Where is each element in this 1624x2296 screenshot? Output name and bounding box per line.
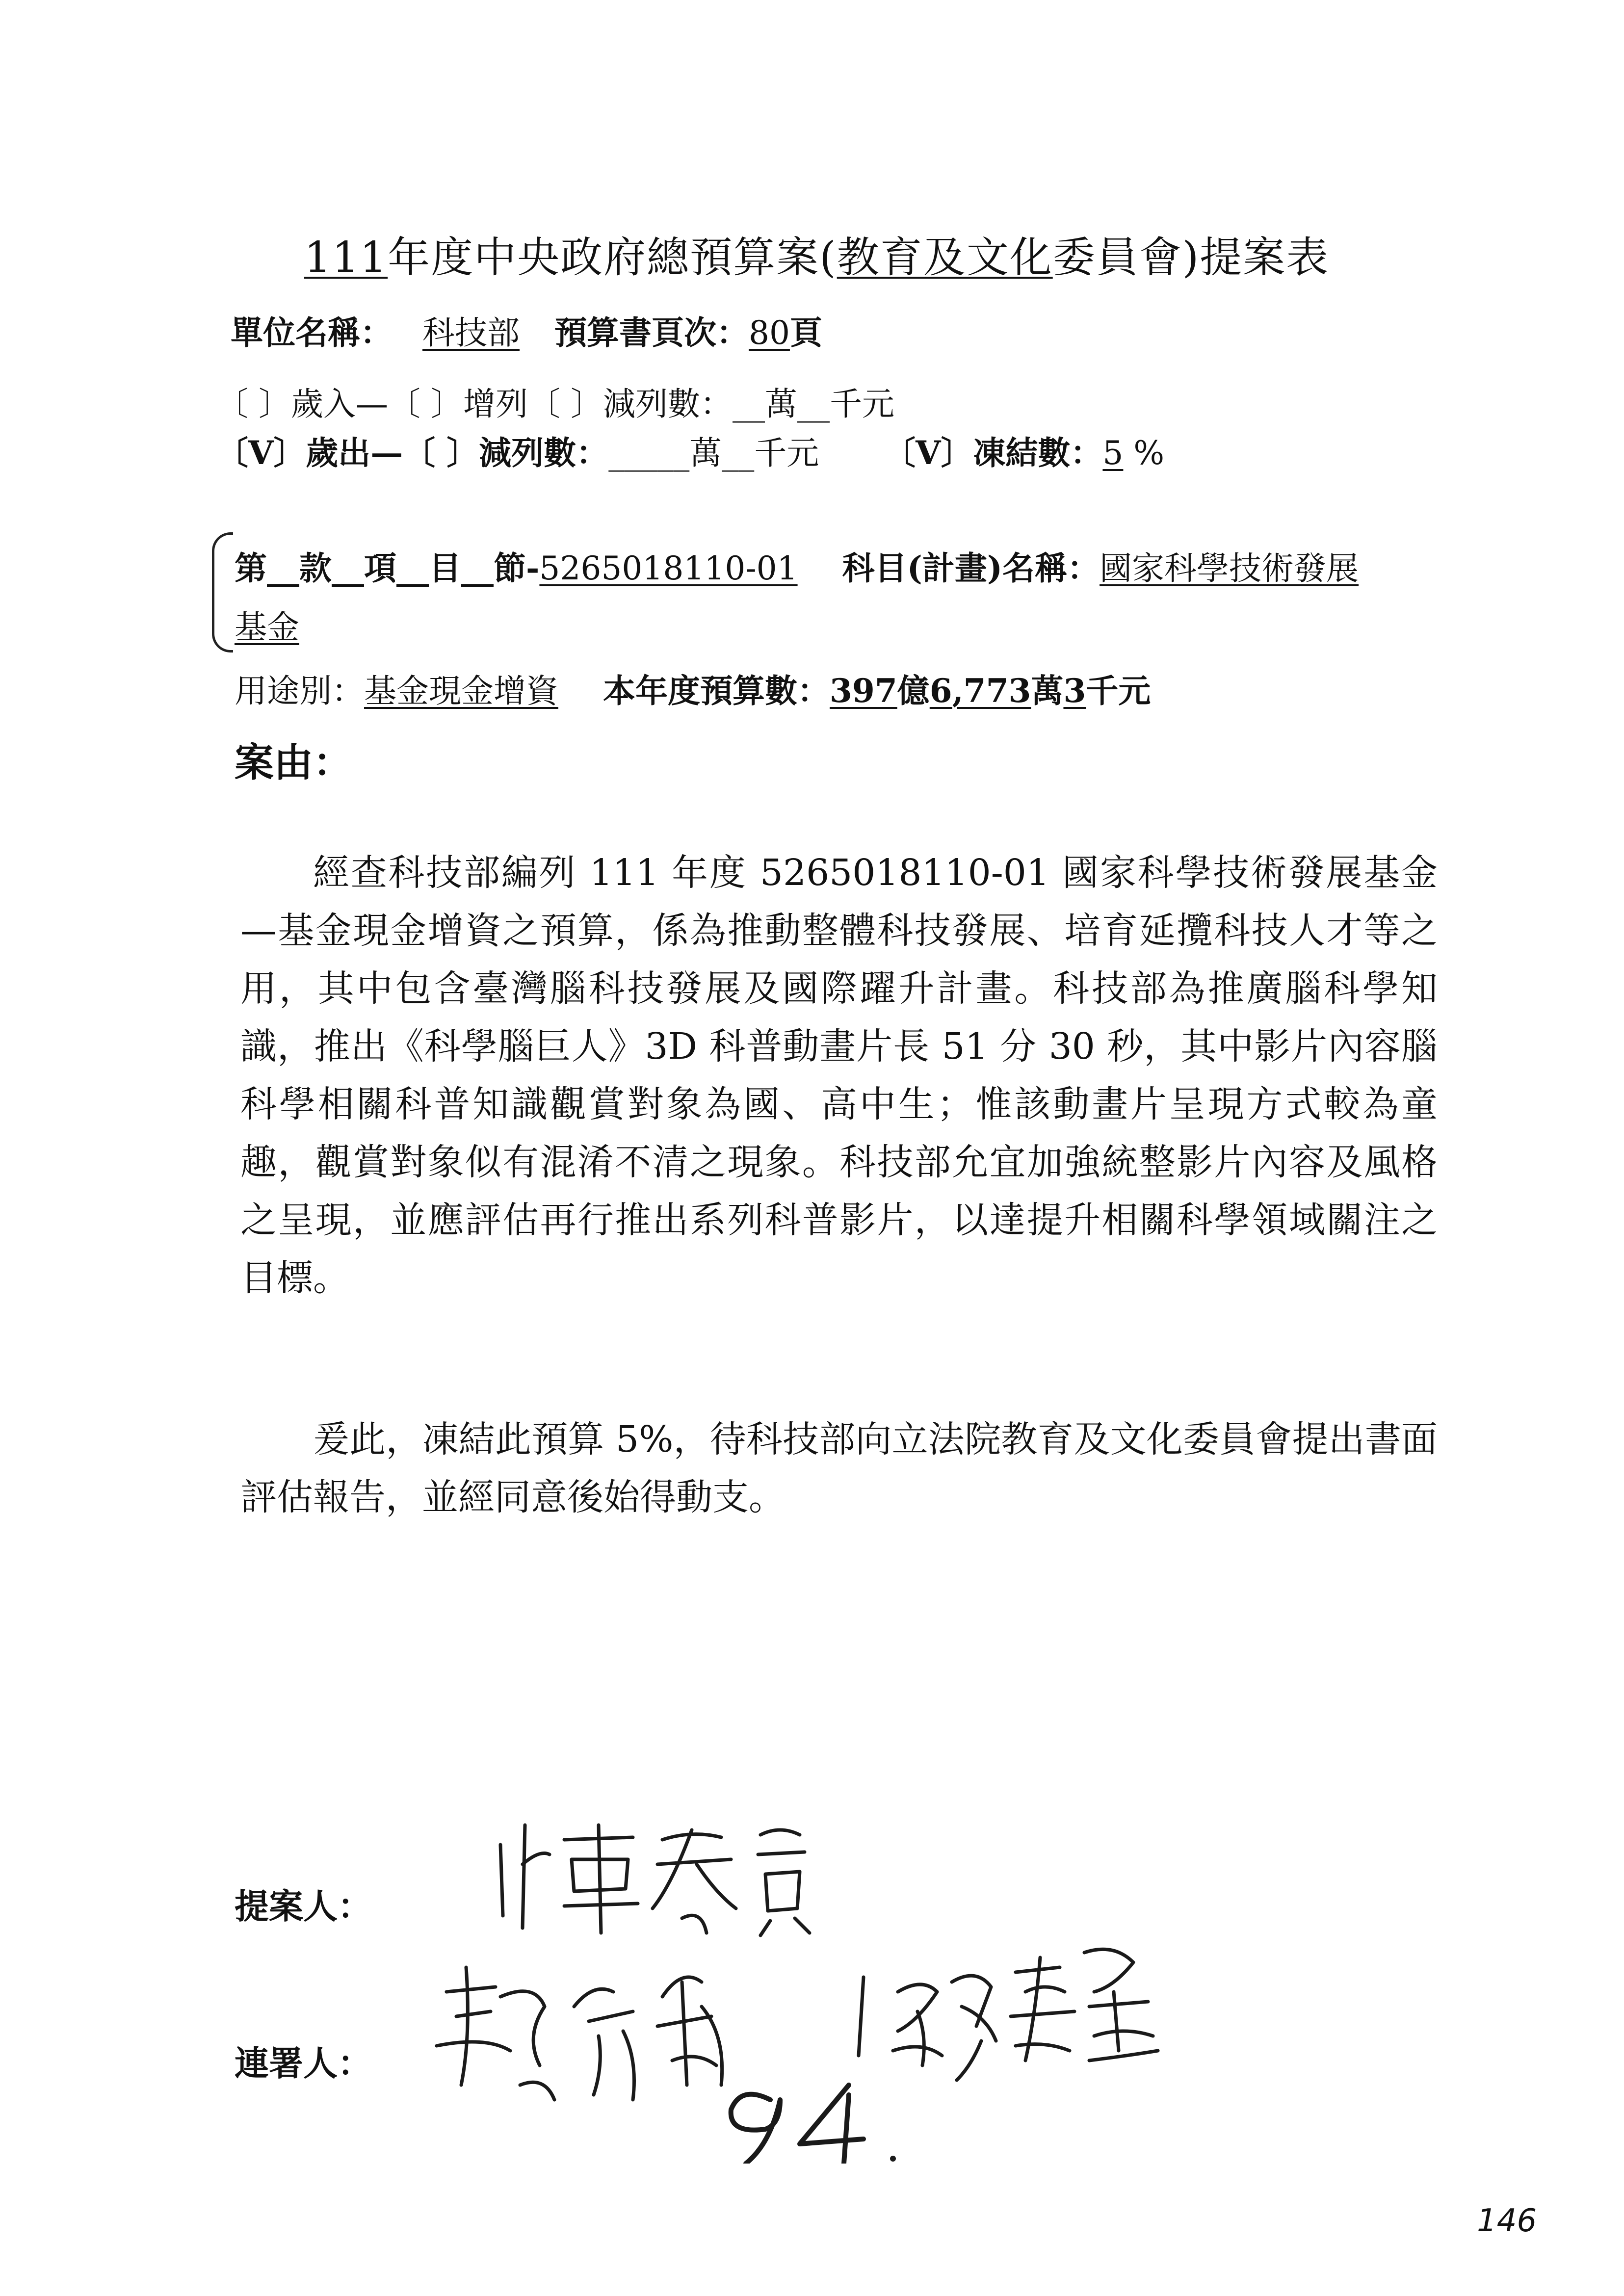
page-number: 146 — [1477, 2203, 1537, 2239]
subject-code: 5265018110-01 — [539, 549, 798, 587]
subject-line-1 — [235, 542, 1359, 589]
freeze-value: 5 — [1102, 434, 1124, 472]
cosigner-label: 連署人： — [235, 2043, 372, 2084]
page-ref-unit: 頁 — [789, 313, 822, 352]
expense-line — [216, 427, 1164, 473]
revenue-line: 〔 〕歲入—〔 〕增列〔 〕減列數：__萬__千元 — [216, 385, 894, 423]
page-title — [304, 223, 1329, 284]
usage-label: 用途別： — [235, 672, 364, 710]
title-part2: 委員會)提案表 — [1052, 233, 1330, 282]
subject-line-2 — [235, 601, 299, 648]
usage-value: 基金現金增資 — [364, 672, 558, 710]
freeze-check: 〔V〕凍結數： — [883, 434, 1103, 472]
title-committee: 教育及文化 — [837, 233, 1053, 282]
proposer-signature — [486, 1810, 839, 1938]
expense-prefix: 〔V〕歲出—〔 〕減列數： — [216, 434, 609, 472]
title-part1: 年度中央政府總預算案( — [388, 233, 837, 282]
subject-brace — [212, 532, 233, 652]
unit-line — [231, 307, 822, 353]
budget-yi-value: 397 — [829, 672, 897, 710]
reason-paragraph-2 — [240, 1410, 1438, 1526]
subject-name-line1: 國家科學技術發展 — [1100, 549, 1359, 587]
unit-label: 單位名稱： — [231, 313, 393, 352]
proposer-label: 提案人： — [235, 1886, 372, 1927]
reason-heading: 案由： — [235, 739, 352, 785]
unit-name: 科技部 — [422, 314, 520, 352]
budget-qian-value: 3 — [1063, 672, 1086, 710]
expense-amount-blank: _____萬__千元 — [608, 434, 819, 472]
page-ref-value: 80 — [748, 314, 790, 352]
title-year: 111 — [304, 233, 388, 282]
budget-qian-unit: 千元 — [1086, 672, 1151, 710]
paragraph-2-text: 爰此，凍結此預算 5%，待科技部向立法院教育及文化委員會提出書面評估報告，並經同意後始得動支。 — [240, 1418, 1438, 1518]
subject-name-label: 科目(計畫)名稱： — [842, 549, 1100, 587]
cosigner-signatures — [427, 1938, 1408, 2164]
subject-name-line2: 基金 — [235, 608, 299, 646]
budget-wan-unit: 萬 — [1031, 672, 1064, 710]
budget-yi-unit: 億 — [897, 672, 930, 710]
usage-line — [235, 665, 1151, 711]
section-prefix: 第__款__項__目__節- — [235, 549, 540, 587]
budget-label: 本年度預算數： — [602, 672, 830, 710]
handwritten-number — [756, 2124, 763, 2130]
freeze-unit: % — [1133, 434, 1165, 472]
budget-wan-value: 6,773 — [929, 672, 1031, 710]
page-ref-label: 預算書頁次： — [554, 313, 749, 352]
reason-paragraph-1 — [240, 844, 1438, 1307]
paragraph-1-text: 經查科技部編列 111 年度 5265018110-01 國家科學技術發展基金—基金現金增資之預算，係為推動整體科技發展、培育延攬科技人才等之用，其中包含臺灣腦科技發展及國際躍升計畫。科技部為推廣腦科學知識，推出《科學腦巨人》3D 科普動畫片長 51 分 30 秒，其中影片內容腦科學相關科普知識觀賞對象為國、高中生；惟該動畫片呈現方式較為童趣，觀賞對象似有混淆不清之現象。科技部允宜加強統整影片內容及風格之呈現，並應評估再行推出系列科普影片，以達提升相關科學領域關注之目標。 — [240, 852, 1438, 1299]
